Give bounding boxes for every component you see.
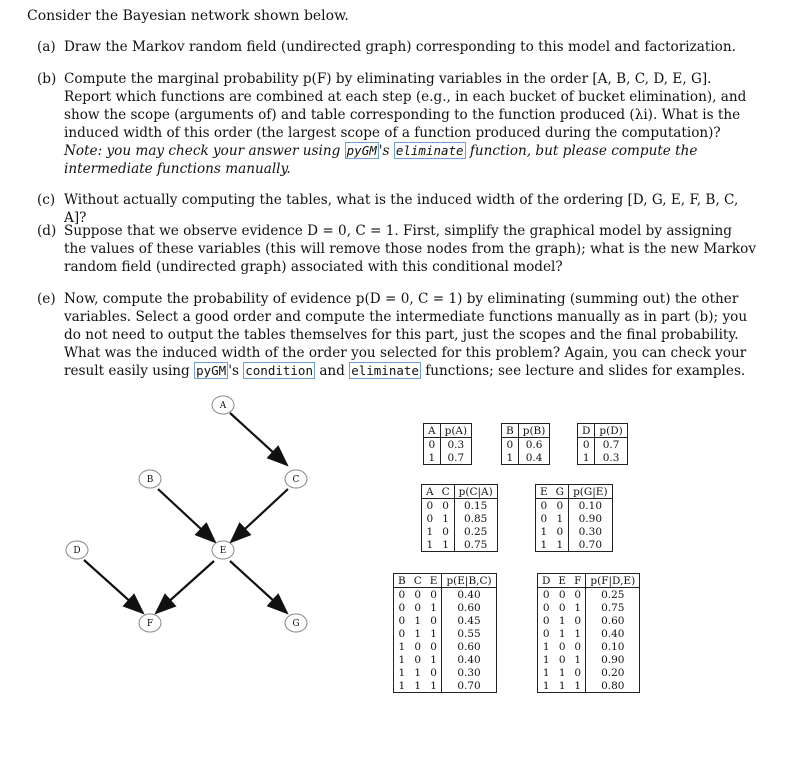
pygm-code: pyGM [196, 363, 227, 378]
question-c-label: (c) [37, 192, 56, 208]
node-d-label: D [73, 546, 81, 556]
question-e-text: Now, compute the probability of evidence p(D = 0, C = 1) by eliminating (summing out) the other variables. Select a good order and compute the intermediate functions manually as in part (b); you do not need to output the tables themselves for this part, just the scopes and the final probability. What was the induced width of the order you selected for this problem? Again, you can check your result easily using pyGM 's condition and eliminate functions; see lecture and slides for examples. [64, 291, 748, 379]
node-b-label: B [146, 475, 154, 485]
question-c-text: Without actually computing the tables, what is the induced width of the ordering [D, G, E, F, B, C, A]? [64, 192, 739, 226]
eliminate-code: eliminate [395, 143, 464, 158]
question-d-text: Suppose that we observe evidence D = 0, C = 1. First, simplify the graphical model by assigning the values of these variables (this will remove those nodes from the graph); what is the new Markov random field (undirected graph) associated with this conditional model? [64, 223, 756, 275]
pygm-code: pyGM [346, 143, 377, 158]
question-d-label: (d) [37, 223, 57, 239]
question-e-label: (e) [37, 291, 56, 307]
edge-c-e [231, 489, 288, 542]
edge-a-c [230, 413, 287, 465]
question-b-note: Note: you may check your answer using pyGM 's eliminate function, but please compute the intermediate functions manually. [64, 143, 698, 177]
question-a-text: Draw the Markov random field (undirected graph) corresponding to this model and factorization. [64, 39, 736, 55]
node-a-label: A [219, 401, 227, 411]
table-p-f-given-de: D E F p(F|D,E) 0 0 0 0.25 0 0 1 0.75 0 1 0 0.60 0 1 1 0.40 1 0 0 0.10 1 0 1 0.90 1 1 0 0.20 1 1 1 0.80 [537, 573, 640, 693]
edge-d-f [84, 560, 143, 613]
table-p-b: B p(B) 0 0.6 1 0.4 [501, 423, 550, 465]
table-p-g-given-e: E G p(G|E) 0 0 0.10 0 1 0.90 1 0 0.30 1 1 0.70 [535, 484, 613, 552]
node-c-label: C [292, 475, 300, 485]
question-a-label: (a) [37, 39, 56, 55]
node-e-label: E [219, 546, 227, 556]
node-g-label: G [292, 619, 300, 629]
edge-e-g [230, 561, 287, 613]
intro-text: Consider the Bayesian network shown below. [27, 8, 349, 24]
table-p-e-given-bc: B C E p(E|B,C) 0 0 0 0.40 0 0 1 0.60 0 1 0 0.45 0 1 1 0.55 1 0 0 0.60 1 0 1 0.40 1 1 0 0.30 1 1 1 0.70 [393, 573, 497, 693]
table-p-a: A p(A) 0 0.3 1 0.7 [423, 423, 472, 465]
question-b-label: (b) [37, 71, 57, 87]
condition-code: condition [245, 363, 313, 378]
node-f-label: F [146, 619, 154, 629]
table-p-c-given-a: A C p(C|A) 0 0 0.15 0 1 0.85 1 0 0.25 1 1 0.75 [421, 484, 498, 552]
question-b-text: Compute the marginal probability p(F) by eliminating variables in the order [A, B, C, D, E, G]. Report which functions are combined at each step (e.g., in each bucket of bucket elimination), and show the scope (arguments of) and table corresponding to the function produced (λi). What is the induced width of this order (the largest scope of a function produced during the computation)? [64, 71, 747, 141]
edge-e-f [156, 561, 214, 613]
eliminate-code: eliminate [351, 363, 419, 378]
table-p-d: D p(D) 0 0.7 1 0.3 [577, 423, 628, 465]
edge-b-e [158, 489, 215, 542]
